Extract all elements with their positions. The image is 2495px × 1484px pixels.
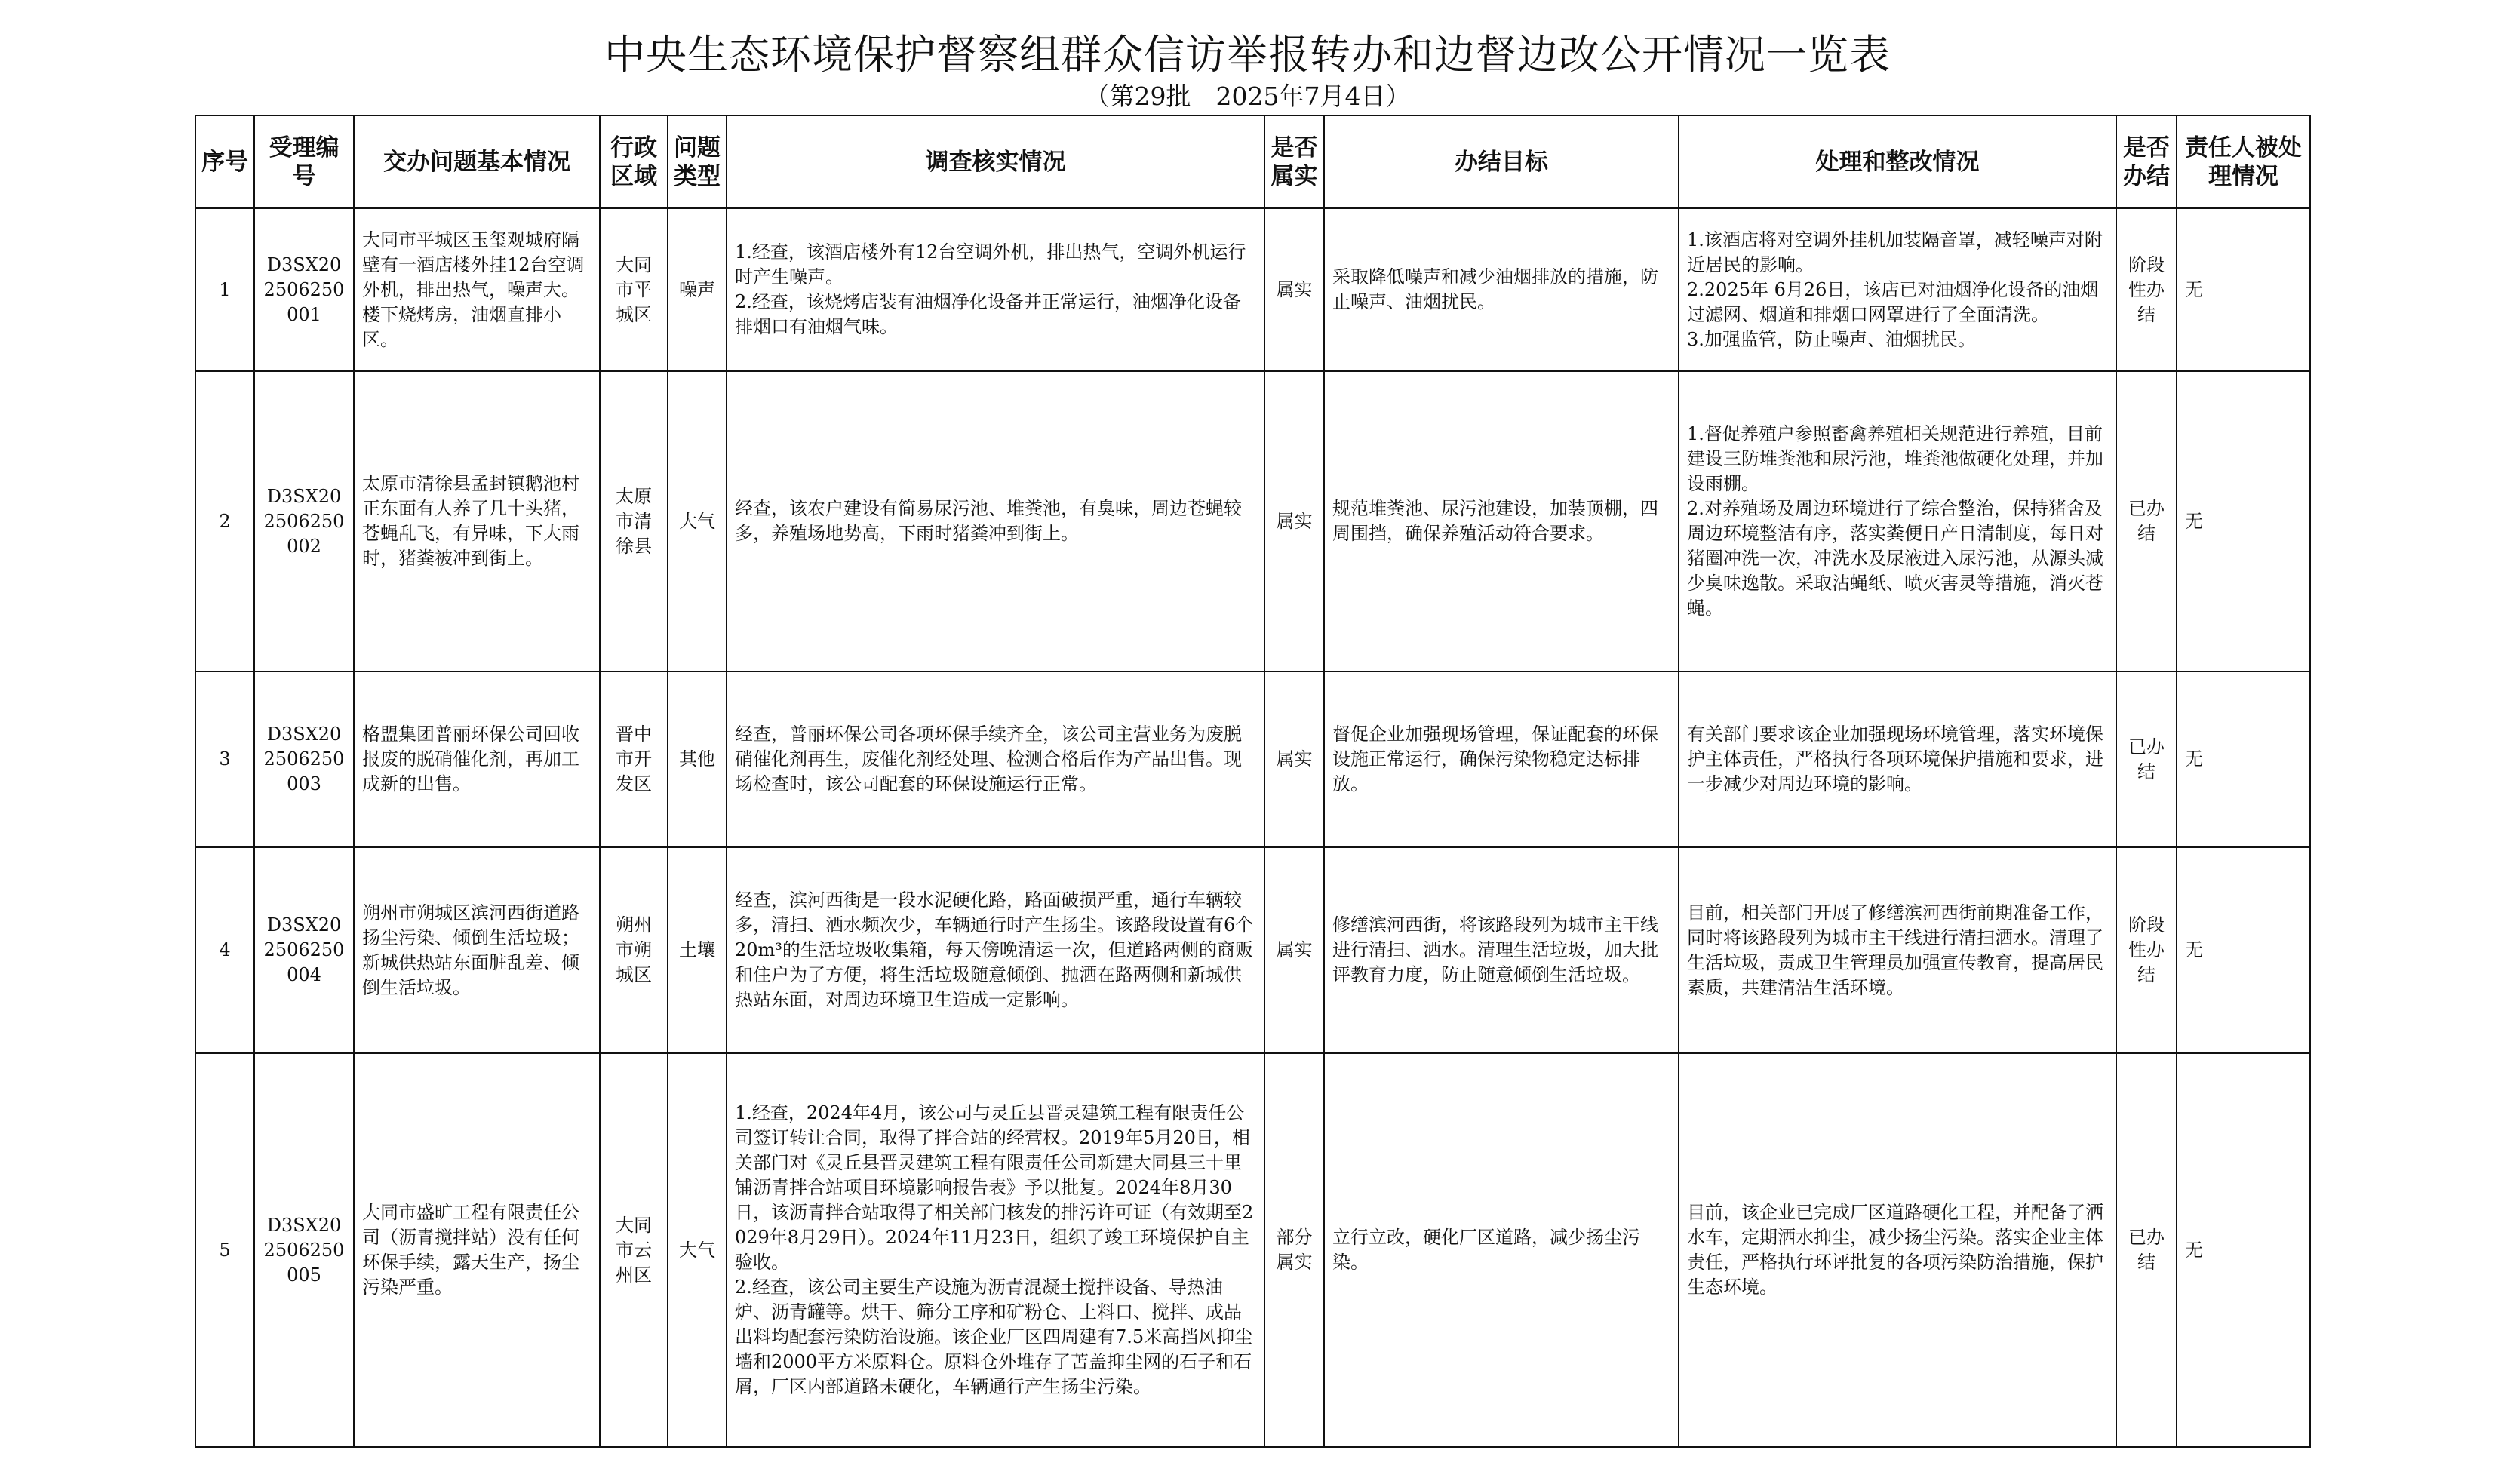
row-verified: 属实 bbox=[1264, 371, 1324, 671]
table-row bbox=[195, 371, 2310, 671]
table-row bbox=[195, 1053, 2310, 1447]
cell-paragraph: 1.督促养殖户参照畜禽养殖相关规范进行养殖，目前建设三防堆粪池和尿污池，堆粪池做硬化处理，并加设雨棚。 bbox=[1687, 423, 2103, 494]
row-verified: 属实 bbox=[1264, 208, 1324, 371]
header-accountability: 责任人被处理情况 bbox=[2177, 115, 2310, 208]
cell-paragraph: 2.经查，该烧烤店装有油烟净化设备并正常运行，油烟净化设备排烟口有油烟气味。 bbox=[735, 291, 1241, 337]
row-code: D3SX202506250004 bbox=[254, 847, 354, 1053]
cell-paragraph: 1.经查，2024年4月，该公司与灵丘县晋灵建筑工程有限责任公司签订转让合同，取得了拌合站的经营权。2019年5月20日，相关部门对《灵丘县晋灵建筑工程有限责任公司新建大同县三十里铺沥青拌合站项目环境影响报告表》予以批复。2024年8月30日，该沥青拌合站取得了相关部门核发的排污许可证（有效期至2029年8月29日）。2024年11月23日，组织了竣工环境保护自主验收。 bbox=[735, 1102, 1254, 1273]
cell-paragraph: 目前，相关部门开展了修缮滨河西街前期准备工作，同时将该路段列为城市主干线进行清扫洒水。清理了生活垃圾，责成卫生管理员加强宣传教育，提高居民素质，共建清洁生活环境。 bbox=[1687, 902, 2103, 998]
row-accountability: 无 bbox=[2177, 1053, 2310, 1447]
cell-paragraph: 3.加强监管，防止噪声、油烟扰民。 bbox=[1687, 328, 1976, 350]
row-closed: 阶段性办结 bbox=[2116, 847, 2177, 1053]
row-region: 朔州市朔城区 bbox=[600, 847, 668, 1053]
cell-paragraph: 2.对养殖场及周边环境进行了综合整治，保持猪舍及周边环境整洁有序，落实粪便日产日清制度，每日对猪圈冲洗一次，冲洗水及尿液进入尿污池，从源头减少臭味逸散。采取沾蝇纸、喷灭害灵等措施，消灭苍蝇。 bbox=[1687, 498, 2103, 619]
cell-paragraph: 2.2025年 6月26日，该店已对油烟净化设备的油烟过滤网、烟道和排烟口网罩进行了全面清洗。 bbox=[1687, 278, 2099, 325]
report-table bbox=[195, 115, 2311, 1448]
row-type: 噪声 bbox=[668, 208, 727, 371]
row-goal: 立行立改，硬化厂区道路，减少扬尘污染。 bbox=[1324, 1053, 1679, 1447]
row-type: 大气 bbox=[668, 1053, 727, 1447]
row-region: 大同市平城区 bbox=[600, 208, 668, 371]
row-investigation bbox=[727, 371, 1264, 671]
row-region: 太原市清徐县 bbox=[600, 371, 668, 671]
header-goal: 办结目标 bbox=[1324, 115, 1679, 208]
row-seq: 1 bbox=[195, 208, 254, 371]
row-investigation bbox=[727, 1053, 1264, 1447]
header-investigation: 调查核实情况 bbox=[727, 115, 1264, 208]
row-handling bbox=[1679, 371, 2116, 671]
row-type: 大气 bbox=[668, 371, 727, 671]
table-header bbox=[195, 115, 2310, 208]
header-region: 行政区域 bbox=[600, 115, 668, 208]
cell-paragraph: 1.该酒店将对空调外挂机加装隔音罩，减轻噪声对附近居民的影响。 bbox=[1687, 229, 2103, 275]
row-handling bbox=[1679, 847, 2116, 1053]
row-goal: 规范堆粪池、尿污池建设，加装顶棚，四周围挡，确保养殖活动符合要求。 bbox=[1324, 371, 1679, 671]
row-type: 土壤 bbox=[668, 847, 727, 1053]
row-investigation bbox=[727, 671, 1264, 847]
cell-paragraph: 经查，滨河西街是一段水泥硬化路，路面破损严重，通行车辆较多，清扫、洒水频次少，车辆通行时产生扬尘。该路段设置有6个20m³的生活垃圾收集箱，每天傍晚清运一次，但道路两侧的商贩和住户为了方便，将生活垃圾随意倾倒、抛洒在路两侧和新城供热站东面，对周边环境卫生造成一定影响。 bbox=[735, 889, 1254, 1010]
cell-paragraph: 1.经查，该酒店楼外有12台空调外机，排出热气，空调外机运行时产生噪声。 bbox=[735, 241, 1246, 287]
row-seq: 5 bbox=[195, 1053, 254, 1447]
row-handling bbox=[1679, 208, 2116, 371]
cell-paragraph: 经查，该农户建设有简易尿污池、堆粪池，有臭味，周边苍蝇较多，养殖场地势高，下雨时猪粪冲到街上。 bbox=[735, 498, 1242, 544]
header-verified: 是否属实 bbox=[1264, 115, 1324, 208]
row-seq: 4 bbox=[195, 847, 254, 1053]
row-issue: 格盟集团普丽环保公司回收报废的脱硝催化剂，再加工成新的出售。 bbox=[354, 671, 600, 847]
row-seq: 3 bbox=[195, 671, 254, 847]
row-issue: 大同市盛旷工程有限责任公司（沥青搅拌站）没有任何环保手续，露天生产，扬尘污染严重。 bbox=[354, 1053, 600, 1447]
row-accountability: 无 bbox=[2177, 847, 2310, 1053]
row-issue: 大同市平城区玉玺观城府隔壁有一酒店楼外挂12台空调外机，排出热气，噪声大。楼下烧烤房，油烟直排小区。 bbox=[354, 208, 600, 371]
cell-paragraph: 2.经查，该公司主要生产设施为沥青混凝土搅拌设备、导热油炉、沥青罐等。烘干、筛分工序和矿粉仓、上料口、搅拌、成品出料均配套污染防治设施。该企业厂区四周建有7.5米高挡风抑尘墙和2000平方米原料仓。原料仓外堆存了苫盖抑尘网的石子和石屑，厂区内部道路未硬化，车辆通行产生扬尘污染。 bbox=[735, 1277, 1253, 1397]
row-investigation bbox=[727, 847, 1264, 1053]
row-code: D3SX202506250003 bbox=[254, 671, 354, 847]
row-code: D3SX202506250002 bbox=[254, 371, 354, 671]
row-seq: 2 bbox=[195, 371, 254, 671]
row-goal: 修缮滨河西街，将该路段列为城市主干线进行清扫、洒水。清理生活垃圾，加大批评教育力度，防止随意倾倒生活垃圾。 bbox=[1324, 847, 1679, 1053]
header-code: 受理编号 bbox=[254, 115, 354, 208]
table-row bbox=[195, 671, 2310, 847]
row-verified: 属实 bbox=[1264, 671, 1324, 847]
row-verified: 属实 bbox=[1264, 847, 1324, 1053]
row-goal: 督促企业加强现场管理，保证配套的环保设施正常运行，确保污染物稳定达标排放。 bbox=[1324, 671, 1679, 847]
row-accountability: 无 bbox=[2177, 371, 2310, 671]
header-type: 问题类型 bbox=[668, 115, 727, 208]
row-investigation bbox=[727, 208, 1264, 371]
row-goal: 采取降低噪声和减少油烟排放的措施，防止噪声、油烟扰民。 bbox=[1324, 208, 1679, 371]
row-region: 大同市云州区 bbox=[600, 1053, 668, 1447]
row-type: 其他 bbox=[668, 671, 727, 847]
row-closed: 阶段性办结 bbox=[2116, 208, 2177, 371]
cell-paragraph: 有关部门要求该企业加强现场环境管理，落实环境保护主体责任，严格执行各项环境保护措施和要求，进一步减少对周边环境的影响。 bbox=[1687, 724, 2103, 794]
row-issue: 朔州市朔城区滨河西街道路扬尘污染、倾倒生活垃圾；新城供热站东面脏乱差、倾倒生活垃圾。 bbox=[354, 847, 600, 1053]
cell-paragraph: 目前，该企业已完成厂区道路硬化工程，并配备了洒水车，定期洒水抑尘，减少扬尘污染。落实企业主体责任，严格执行环评批复的各项污染防治措施，保护生态环境。 bbox=[1687, 1202, 2103, 1298]
row-handling bbox=[1679, 1053, 2116, 1447]
row-closed: 已办结 bbox=[2116, 671, 2177, 847]
row-issue: 太原市清徐县孟封镇鹅池村正东面有人养了几十头猪，苍蝇乱飞，有异味，下大雨时，猪粪被冲到街上。 bbox=[354, 371, 600, 671]
header-handling: 处理和整改情况 bbox=[1679, 115, 2116, 208]
row-accountability: 无 bbox=[2177, 671, 2310, 847]
row-closed: 已办结 bbox=[2116, 371, 2177, 671]
row-verified: 部分属实 bbox=[1264, 1053, 1324, 1447]
header-issue: 交办问题基本情况 bbox=[354, 115, 600, 208]
row-code: D3SX202506250001 bbox=[254, 208, 354, 371]
table-row bbox=[195, 847, 2310, 1053]
row-code: D3SX202506250005 bbox=[254, 1053, 354, 1447]
document-title: 中央生态环境保护督察组群众信访举报转办和边督边改公开情况一览表 bbox=[604, 31, 1891, 78]
row-handling bbox=[1679, 671, 2116, 847]
header-seq: 序号 bbox=[195, 115, 254, 208]
row-accountability: 无 bbox=[2177, 208, 2310, 371]
table-row bbox=[195, 208, 2310, 371]
cell-paragraph: 经查，普丽环保公司各项环保手续齐全，该公司主营业务为废脱硝催化剂再生，废催化剂经处理、检测合格后作为产品出售。现场检查时，该公司配套的环保设施运行正常。 bbox=[735, 724, 1242, 794]
row-closed: 已办结 bbox=[2116, 1053, 2177, 1447]
row-region: 晋中市开发区 bbox=[600, 671, 668, 847]
header-closed: 是否办结 bbox=[2116, 115, 2177, 208]
document-subtitle: （第29批 2025年7月4日） bbox=[1084, 81, 1411, 111]
